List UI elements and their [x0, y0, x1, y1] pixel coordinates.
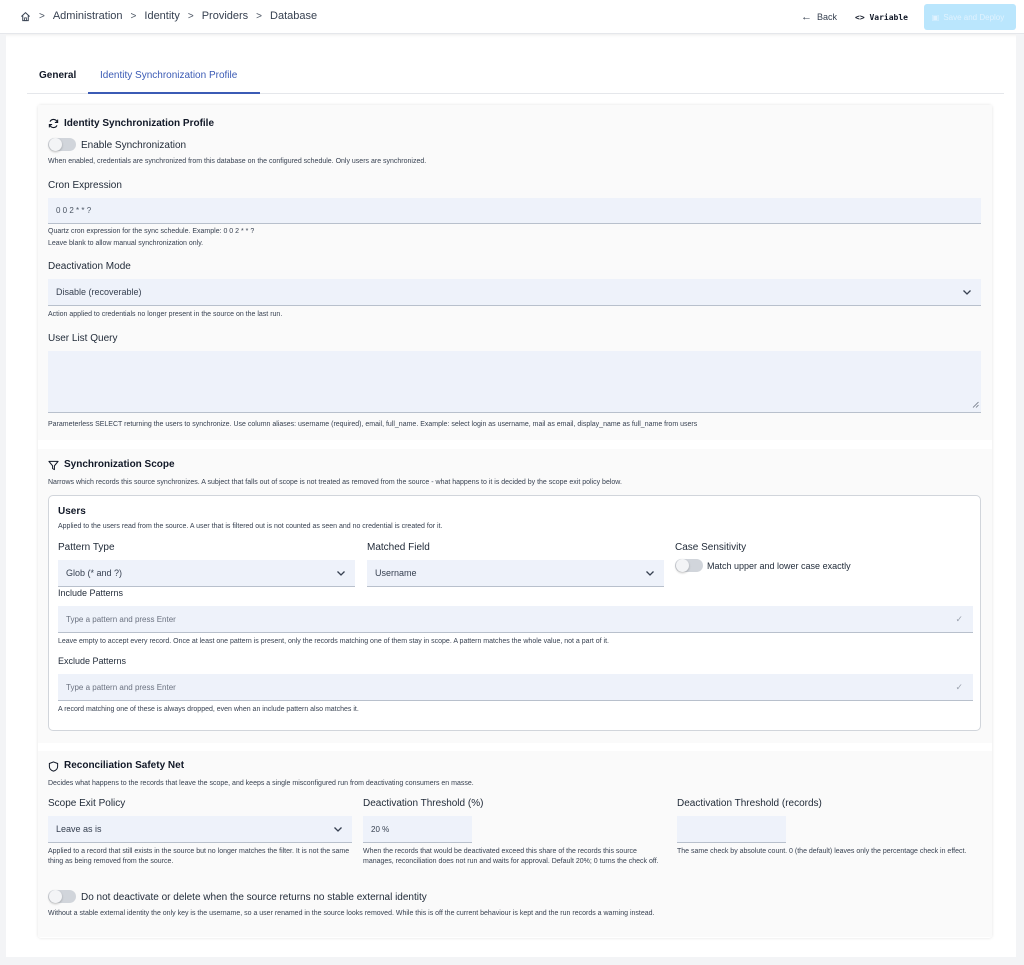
case-sensitivity-toggle[interactable]	[675, 559, 703, 572]
sync-icon	[48, 116, 59, 134]
safety-help: Decides what happens to the records that leave the scope, and keeps a single misconfigured run from deactivating consumers en masse.	[48, 780, 474, 787]
include-patterns-help: Leave empty to accept every record. Once at least one pattern is present, only the records matching one of them stay in scope. A pattern matches the whole value, not a part of it.	[58, 638, 609, 645]
cron-label: Cron Expression	[48, 180, 122, 191]
pattern-type-value: Glob (* and ?)	[66, 568, 123, 578]
variable-button[interactable]: <> Variable	[855, 12, 908, 22]
enable-sync-help: When enabled, credentials are synchronized from this database on the configured schedule. Only users are synchronized.	[48, 158, 427, 165]
chevron-down-icon	[336, 568, 346, 580]
deactivation-mode-select[interactable]	[48, 279, 981, 306]
frame-left	[0, 34, 6, 965]
chevron-right-icon: >	[256, 10, 263, 22]
include-patterns-placeholder: Type a pattern and press Enter	[66, 614, 176, 624]
safety-title: Reconciliation Safety Net	[64, 760, 185, 771]
scope-exit-policy-help: Applied to a record that still exists in the source but no longer matches the filter. It is not the same thing as being removed from the source.	[48, 848, 350, 865]
check-icon: ✓	[955, 682, 963, 692]
filter-icon	[48, 458, 59, 476]
exclude-patterns-label: Exclude Patterns	[58, 656, 127, 666]
chevron-down-icon	[962, 287, 972, 299]
breadcrumb-database: Database	[270, 10, 318, 22]
chevron-down-icon	[645, 568, 655, 580]
deactivation-mode-value: Disable (recoverable)	[56, 287, 142, 297]
include-patterns-label: Include Patterns	[58, 588, 124, 598]
arrow-left-icon: ←	[801, 11, 812, 23]
enable-sync-toggle[interactable]	[48, 138, 76, 151]
chevron-down-icon	[333, 824, 343, 836]
stable-identity-toggle[interactable]	[48, 890, 76, 903]
matched-field-value: Username	[375, 568, 417, 578]
users-title: Users	[58, 506, 86, 517]
scope-exit-policy-select[interactable]	[48, 816, 352, 843]
frame-bottom	[0, 957, 1024, 965]
deactivation-mode-label: Deactivation Mode	[48, 261, 131, 272]
check-icon: ✓	[955, 614, 963, 624]
profile-title: Identity Synchronization Profile	[64, 118, 215, 129]
tab-general[interactable]: General	[39, 70, 77, 81]
shield-icon	[48, 759, 59, 777]
tab-identity-sync-profile[interactable]: Identity Synchronization Profile	[100, 70, 238, 81]
scope-exit-policy-value: Leave as is	[56, 824, 102, 834]
save-and-deploy-label: Save and Deploy	[943, 12, 1005, 22]
exclude-patterns-help: A record matching one of these is always dropped, even when an include pattern also matches it.	[58, 706, 359, 713]
chevron-right-icon: >	[39, 10, 45, 22]
breadcrumb-identity[interactable]: Identity	[144, 10, 180, 22]
stable-identity-label: Do not deactivate or delete when the source returns no stable external identity	[81, 892, 427, 903]
user-list-query-label: User List Query	[48, 333, 118, 344]
breadcrumb	[20, 10, 317, 22]
top-bar	[0, 0, 1024, 34]
cron-help-2: Leave blank to allow manual synchronization only.	[48, 240, 204, 247]
threshold-percent-input[interactable]: 20 %	[363, 816, 472, 843]
enable-sync-label: Enable Synchronization	[81, 140, 187, 151]
threshold-records-help: The same check by absolute count. 0 (the default) leaves only the percentage check in effect.	[677, 848, 967, 855]
settings-card	[38, 105, 992, 938]
pattern-type-label: Pattern Type	[58, 542, 115, 553]
exclude-patterns-placeholder: Type a pattern and press Enter	[66, 682, 176, 692]
scope-exit-policy-label: Scope Exit Policy	[48, 798, 126, 809]
chevron-right-icon: >	[130, 10, 137, 22]
cron-help-1: Quartz cron expression for the sync schedule. Example: 0 0 2 * * ?	[48, 228, 255, 235]
tab-bar	[27, 60, 1004, 94]
cron-input[interactable]: 0 0 2 * * ?	[48, 198, 981, 224]
save-and-deploy-button[interactable]	[924, 4, 1016, 30]
case-sensitivity-toggle-label: Match upper and lower case exactly	[707, 561, 851, 571]
threshold-records-label: Deactivation Threshold (records)	[677, 798, 822, 809]
breadcrumb-providers[interactable]: Providers	[201, 10, 249, 22]
matched-field-label: Matched Field	[367, 542, 430, 553]
users-help: Applied to the users read from the source. A user that is filtered out is not counted as seen and no credential is created for it.	[58, 523, 443, 530]
back-button[interactable]	[801, 11, 837, 23]
breadcrumb-administration[interactable]: Administration	[52, 10, 123, 22]
back-label: Back	[817, 12, 838, 22]
scope-help: Narrows which records this source synchronizes. A subject that falls out of scope is not treated as removed from the source - what happens to it is decided by the scope exit policy below.	[48, 479, 622, 486]
pattern-type-select[interactable]	[58, 560, 355, 587]
active-tab-indicator	[88, 92, 260, 94]
case-sensitivity-label: Case Sensitivity	[675, 542, 747, 553]
frame-right	[1016, 34, 1024, 965]
user-list-query-help: Parameterless SELECT returning the users to synchronize. Use column aliases: username (required), email, full_name. Example: select login as username, mail as email, display_name as full_name from users	[48, 421, 698, 428]
matched-field-select[interactable]	[367, 560, 664, 587]
save-icon: ▣	[931, 12, 940, 22]
stable-identity-help: Without a stable external identity the only key is the username, so a user renamed in the source looks removed. While this is off the current behaviour is kept and the run records a warning instead.	[48, 910, 655, 917]
threshold-percent-label: Deactivation Threshold (%)	[363, 798, 484, 809]
resize-handle-icon[interactable]	[972, 400, 979, 410]
threshold-percent-help: When the records that would be deactivated exceed this share of the records this source manages, reconciliation does not run and waits for approval. Default 20%; 0 turns the check off.	[363, 848, 659, 865]
threshold-records-input[interactable]	[677, 816, 786, 843]
exclude-patterns-input[interactable]	[58, 674, 973, 701]
scope-title: Synchronization Scope	[64, 459, 175, 470]
chevron-right-icon: >	[187, 10, 194, 22]
users-scope-card	[48, 495, 981, 731]
include-patterns-input[interactable]	[58, 606, 973, 633]
deactivation-mode-help: Action applied to credentials no longer present in the source on the last run.	[48, 311, 283, 318]
home-icon[interactable]	[20, 11, 31, 22]
user-list-query-textarea[interactable]	[48, 351, 981, 413]
